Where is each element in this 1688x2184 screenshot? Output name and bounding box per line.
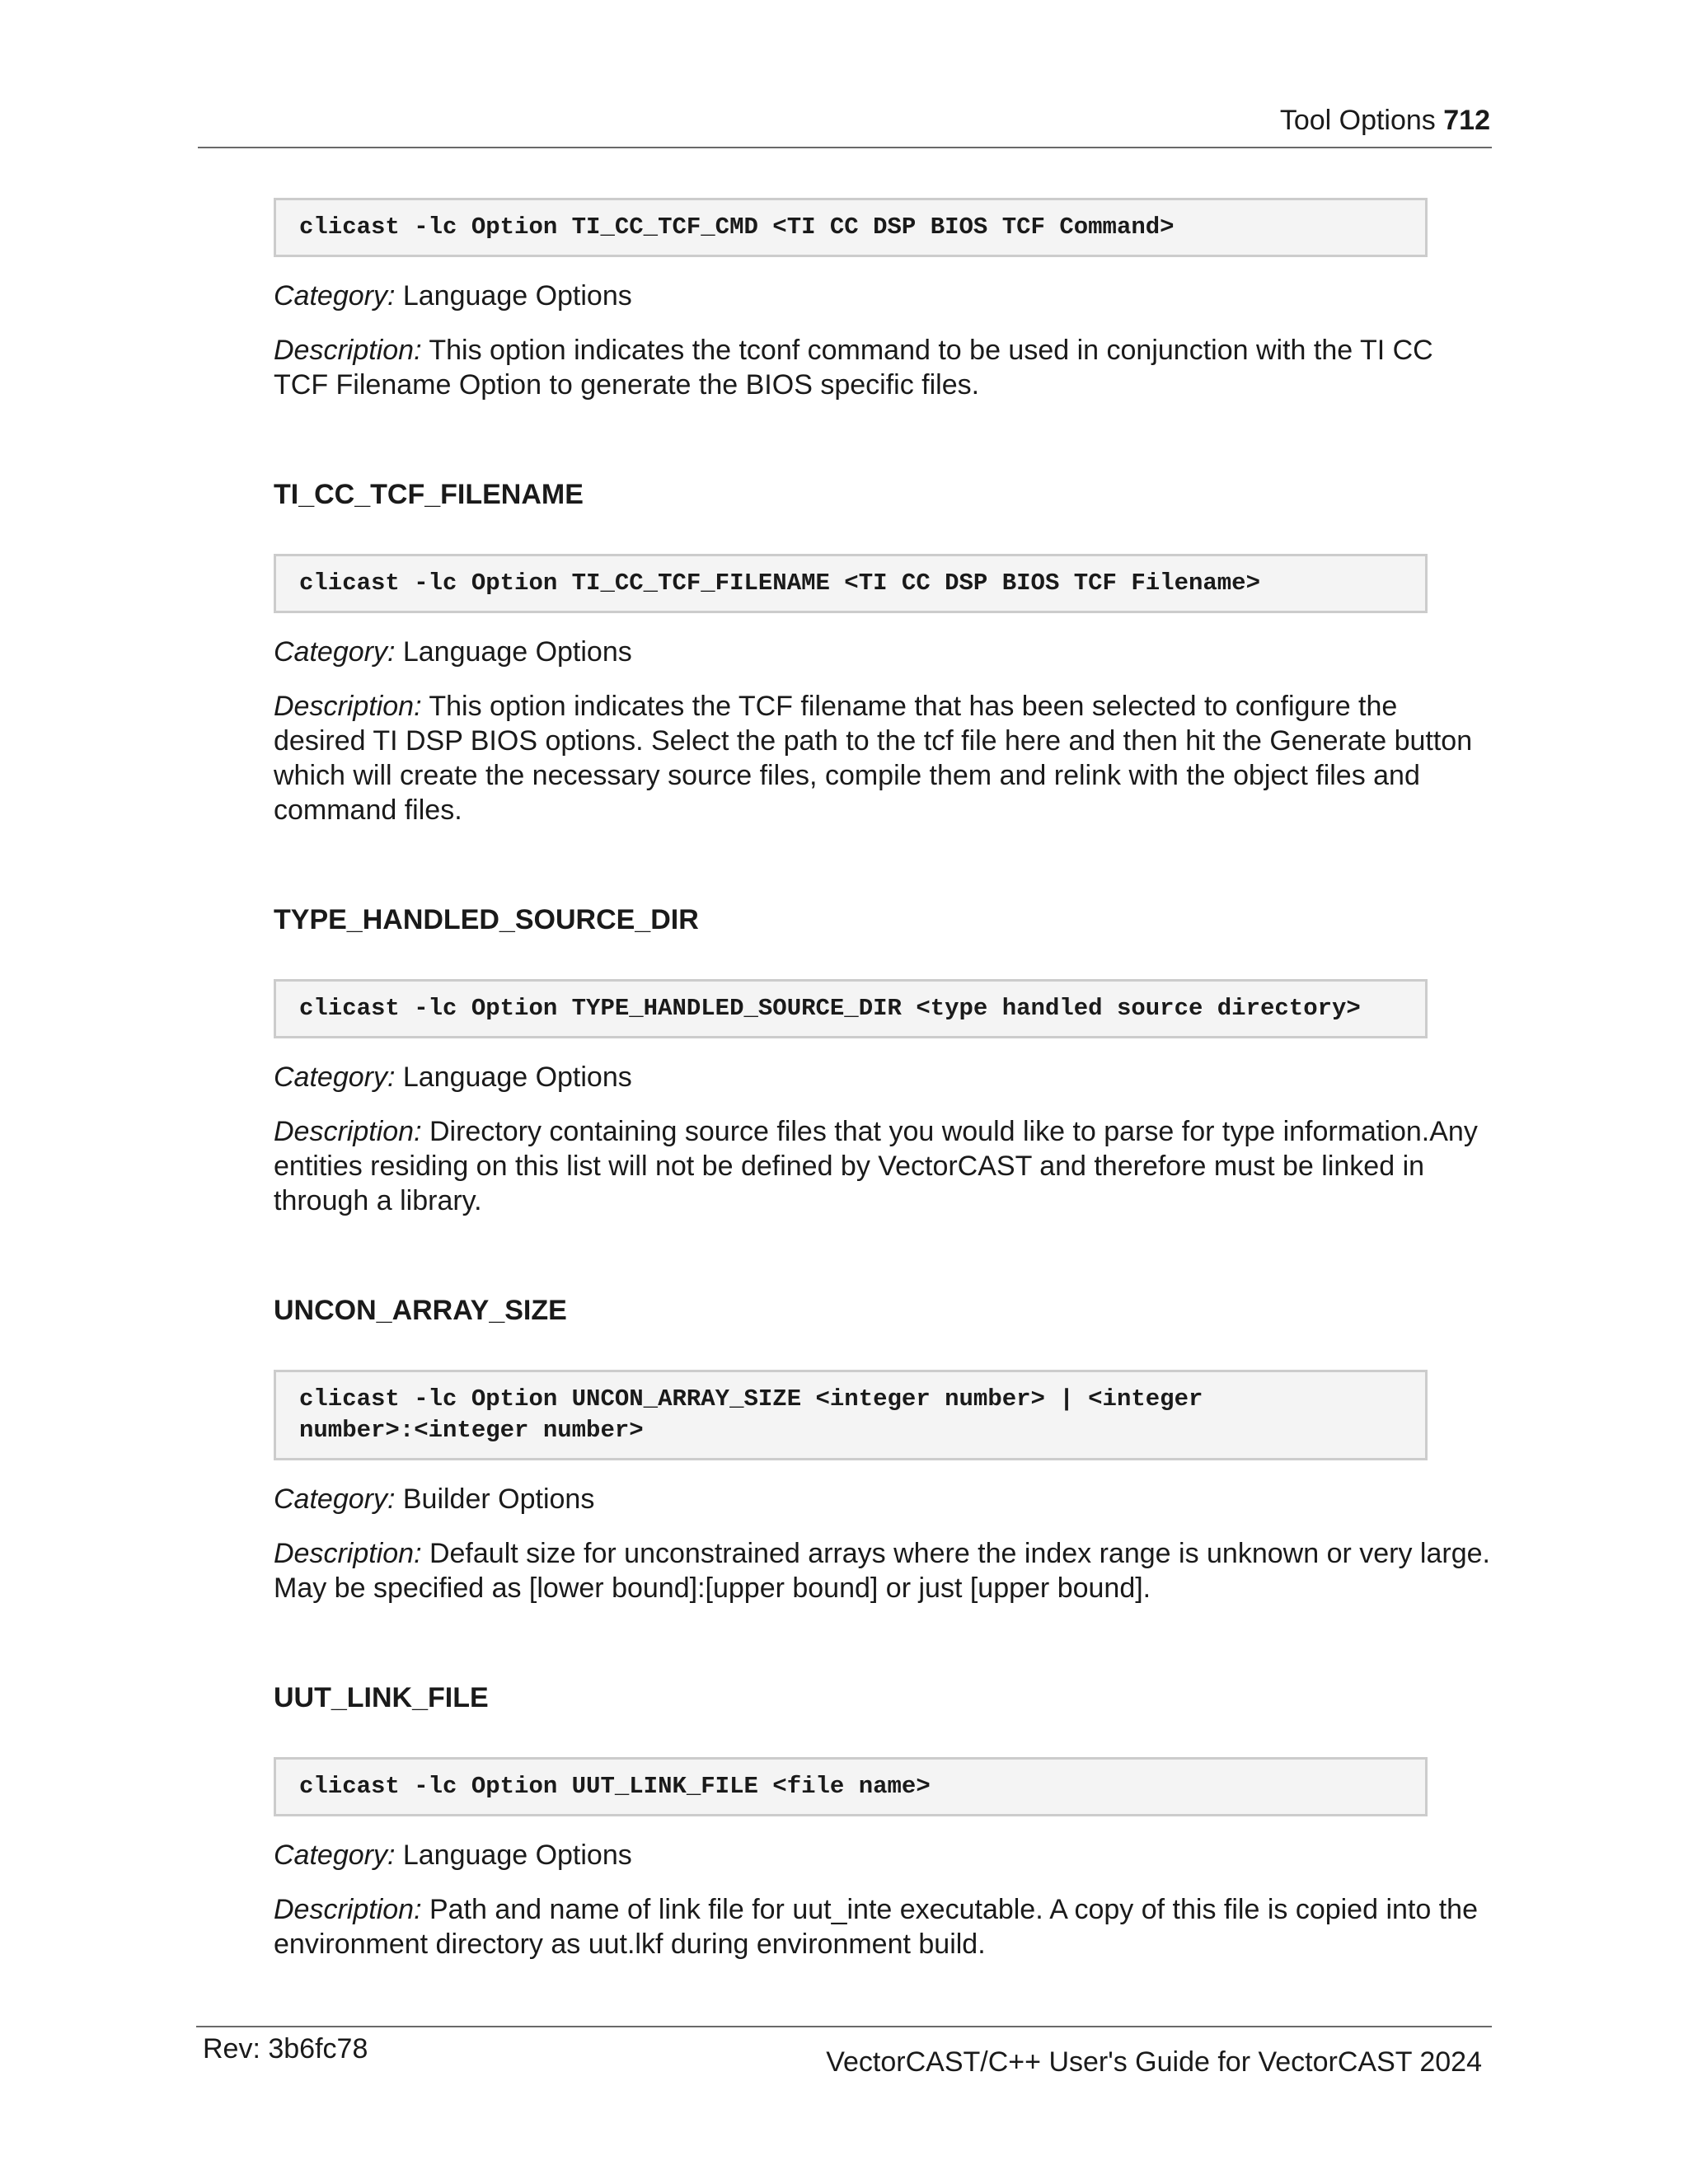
option-section-ti-cc-tcf-filename: [274, 478, 1493, 827]
page-number: 712: [1443, 105, 1490, 136]
category-label: Category:: [274, 1840, 396, 1871]
category-line: [274, 1482, 1493, 1516]
description-text: Path and name of link file for uut_inte executable. A copy of this file is copied into the environment directory as uut.lkf during environment build.: [274, 1894, 1478, 1960]
page-content: [274, 198, 1493, 1961]
description-paragraph: [274, 1536, 1492, 1605]
command-block: clicast -lc Option UUT_LINK_FILE <file name>: [274, 1757, 1428, 1816]
description-paragraph: [274, 1892, 1492, 1961]
page-header: [198, 104, 1492, 148]
category-label: Category:: [274, 636, 396, 668]
option-section-ti-cc-tcf-cmd: [274, 198, 1493, 402]
category-label: Category:: [274, 280, 396, 312]
section-heading: UUT_LINK_FILE: [274, 1682, 489, 1713]
category-value: Language Options: [402, 1062, 632, 1093]
category-value: Language Options: [402, 1840, 632, 1871]
category-line: [274, 1838, 1493, 1872]
description-label: Description:: [274, 335, 422, 366]
section-heading: TI_CC_TCF_FILENAME: [274, 479, 584, 510]
category-line: [274, 1060, 1493, 1094]
description-label: Description:: [274, 1116, 422, 1147]
command-block: clicast -lc Option TI_CC_TCF_CMD <TI CC DSP BIOS TCF Command>: [274, 198, 1428, 257]
option-section-type-handled-source-dir: [274, 903, 1493, 1218]
section-heading: TYPE_HANDLED_SOURCE_DIR: [274, 904, 699, 935]
category-value: Builder Options: [402, 1483, 595, 1515]
category-line: [274, 635, 1493, 669]
header-text: [1280, 104, 1490, 137]
command-block: clicast -lc Option TYPE_HANDLED_SOURCE_DIR <type handled source directory>: [274, 979, 1428, 1038]
category-value: Language Options: [402, 280, 632, 312]
description-paragraph: [274, 333, 1492, 402]
description-label: Description:: [274, 1894, 422, 1925]
guide-title: VectorCAST/C++ User's Guide for VectorCAST 2024: [826, 2046, 1482, 2078]
revision-label: Rev: 3b6fc78: [203, 2033, 368, 2064]
description-text: This option indicates the tconf command to be used in conjunction with the TI CC TCF Filename Option to generate the BIOS specific files.: [274, 335, 1433, 401]
description-paragraph: [274, 1114, 1492, 1218]
category-line: [274, 279, 1493, 313]
description-label: Description:: [274, 691, 422, 722]
option-section-uncon-array-size: [274, 1294, 1493, 1605]
description-label: Description:: [274, 1538, 422, 1569]
description-text: Directory containing source files that you would like to parse for type information.Any entities residing on this list will not be defined by VectorCAST and therefore must be linked in through a library.: [274, 1116, 1478, 1216]
category-label: Category:: [274, 1062, 396, 1093]
command-block: clicast -lc Option TI_CC_TCF_FILENAME <TI CC DSP BIOS TCF Filename>: [274, 554, 1428, 613]
description-paragraph: [274, 689, 1492, 827]
category-label: Category:: [274, 1483, 396, 1515]
description-text: Default size for unconstrained arrays where the index range is unknown or very large. May be specified as [lower bound]:[upper bound] or just [upper bound].: [274, 1538, 1490, 1604]
option-section-uut-link-file: [274, 1681, 1493, 1961]
command-block: clicast -lc Option UNCON_ARRAY_SIZE <integer number> | <integer number>:<integer number>: [274, 1370, 1428, 1460]
description-text: This option indicates the TCF filename that has been selected to configure the desired TI DSP BIOS options. Select the path to the tcf file here and then hit the Generate button which will create the necessary source files, compile them and relink with the object files and command files.: [274, 691, 1473, 826]
section-heading: UNCON_ARRAY_SIZE: [274, 1295, 567, 1326]
category-value: Language Options: [402, 636, 632, 668]
header-title: Tool Options: [1279, 105, 1436, 136]
page-footer: [196, 2026, 1492, 2093]
